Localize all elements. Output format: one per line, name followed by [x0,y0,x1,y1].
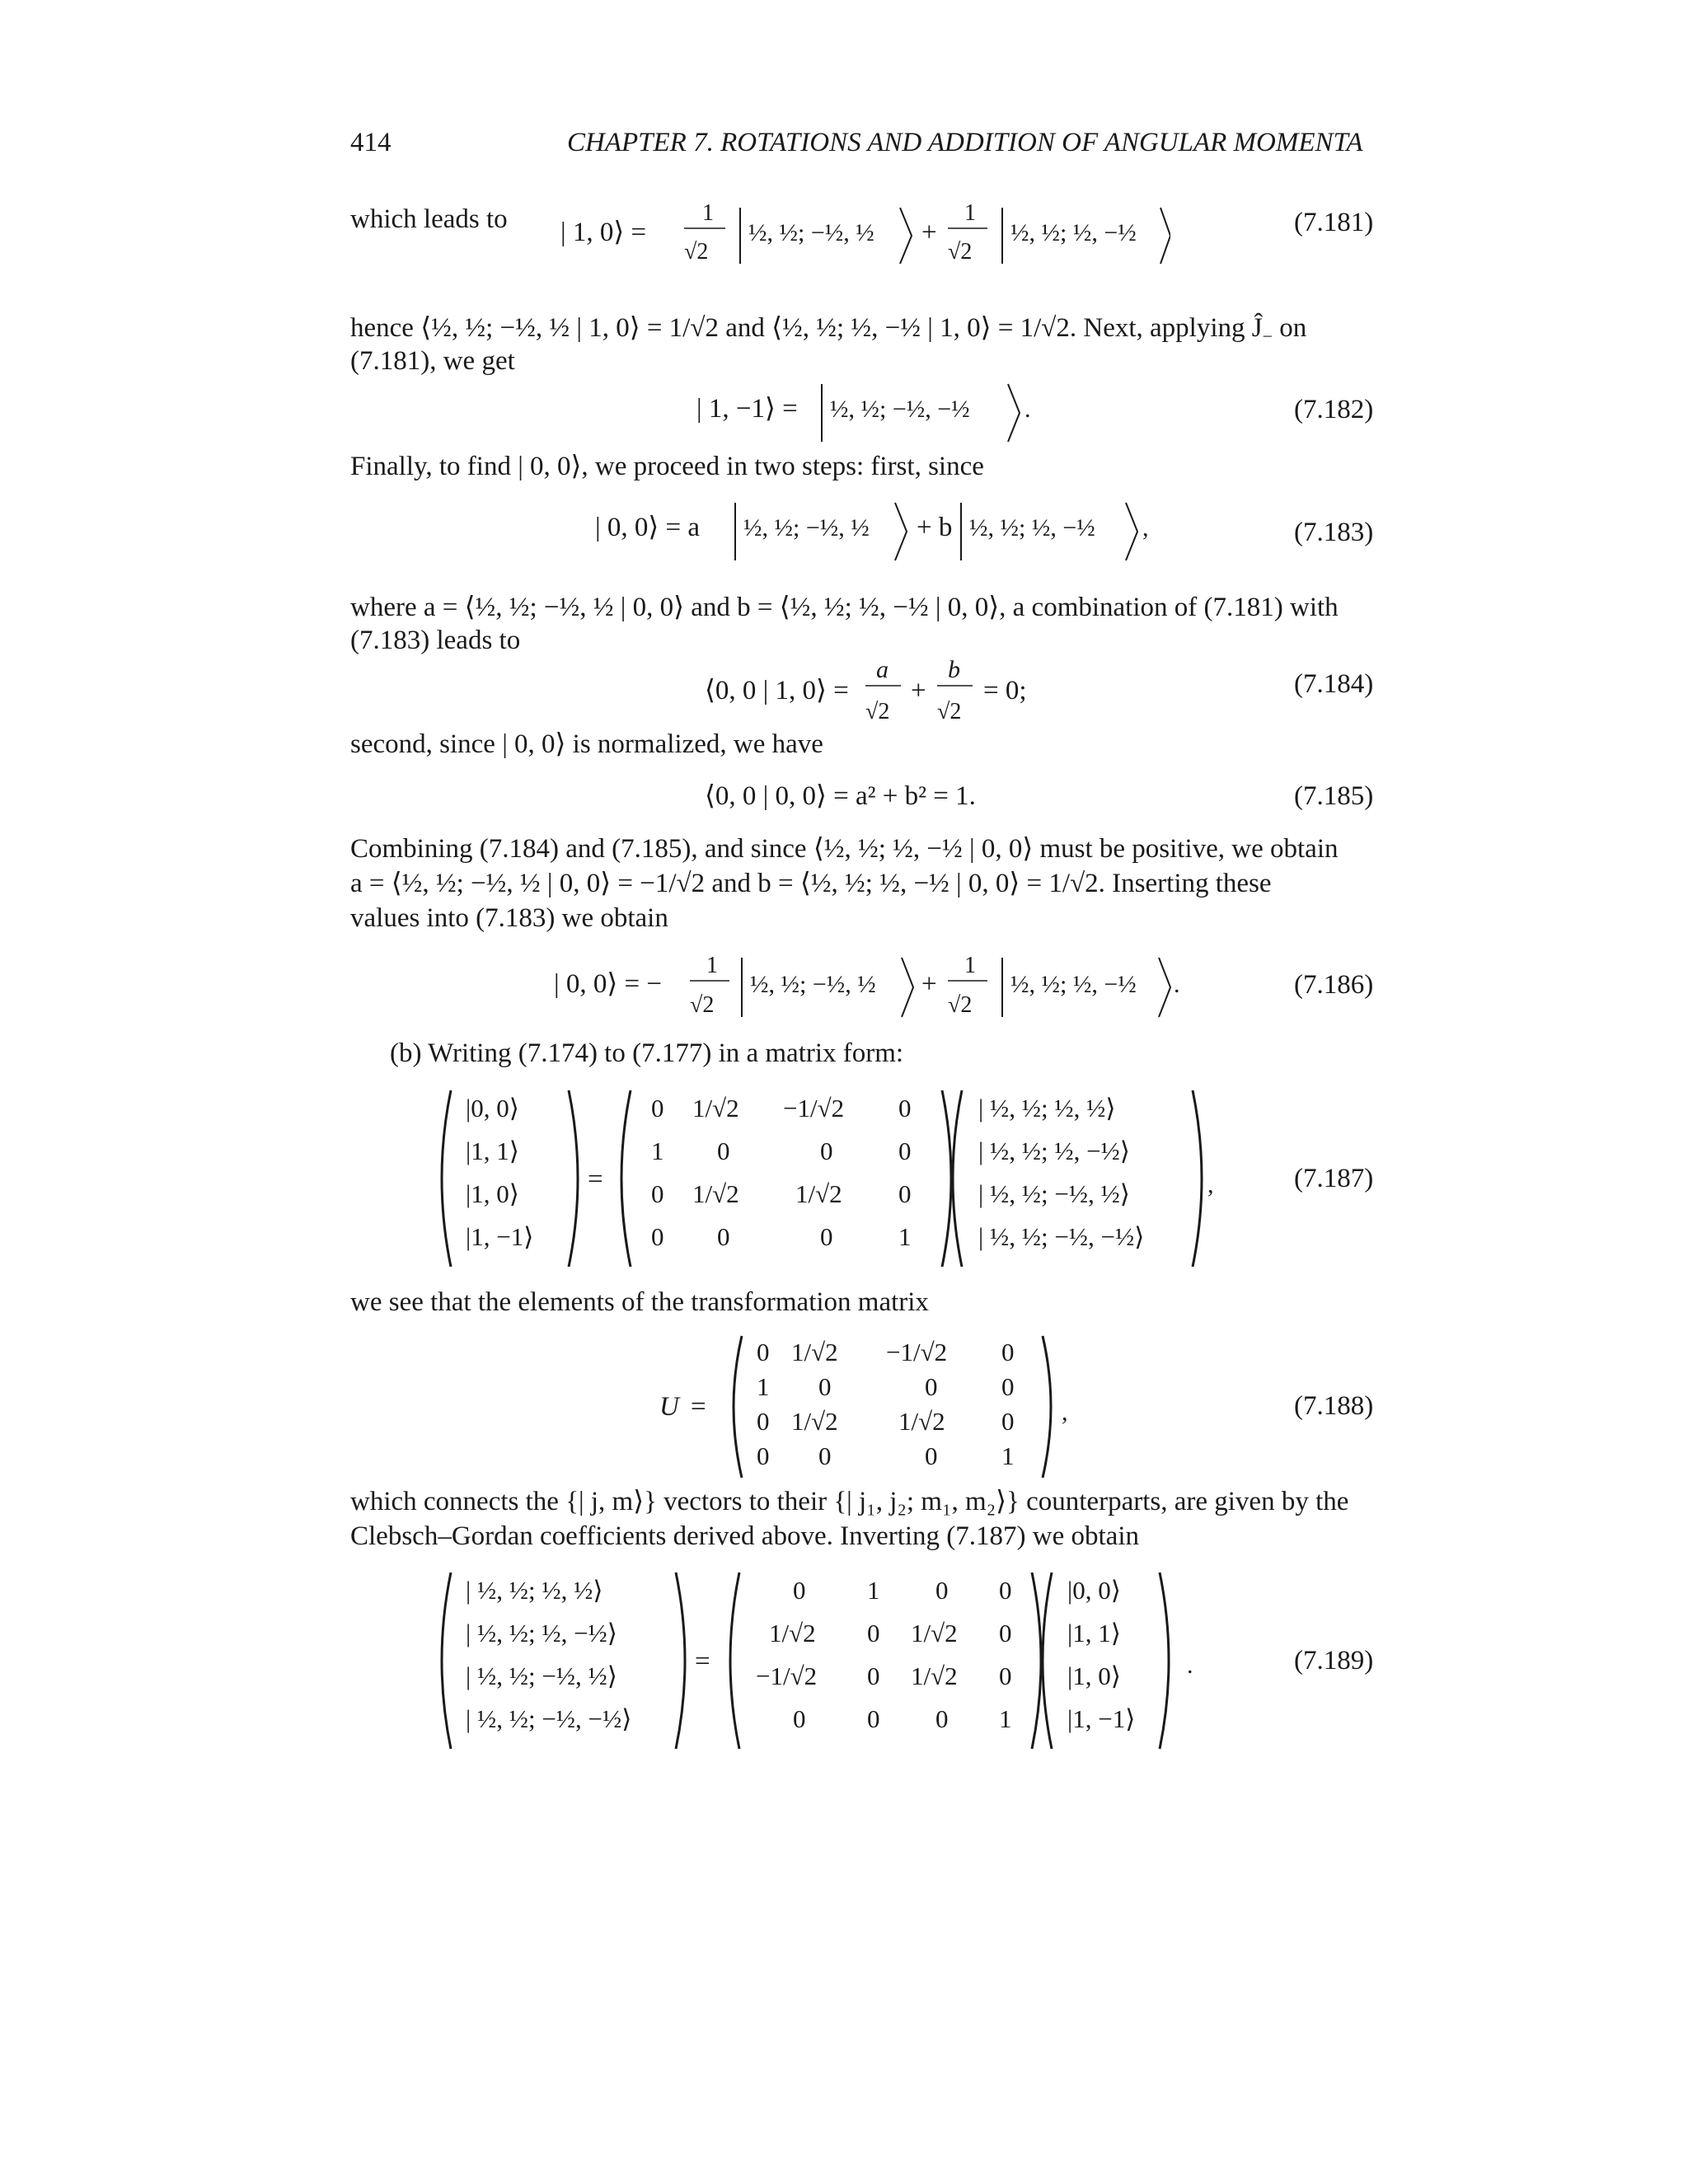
e188-matrix-2-0: 0 [757,1407,770,1436]
e187-matrix-1-3: 0 [898,1137,912,1165]
equation-7-187 [433,1084,1224,1273]
svg-text:√2: √2 [690,992,715,1018]
page-number: 414 [350,128,392,157]
e189-matrix-0-3: 0 [999,1576,1012,1605]
equation-number-7-188: (7.188) [1294,1391,1374,1421]
e189-right-row-4: |1, −1⟩ [1067,1704,1136,1733]
e189-matrix-3-0: 0 [793,1704,806,1733]
equation-number-7-186: (7.186) [1294,970,1374,1000]
equation-number-7-187: (7.187) [1294,1164,1374,1193]
svg-text:.: . [1187,1652,1193,1679]
paragraph-hence-cont: (7.181), we get [350,346,515,376]
svg-text:1: 1 [702,200,714,226]
e189-matrix-3-3: 1 [999,1704,1012,1733]
svg-text:½, ½; −½, ½: ½, ½; −½, ½ [748,219,874,246]
e187-matrix-2-2: 1/√2 [795,1179,842,1208]
svg-text:1: 1 [964,953,976,978]
e189-matrix-0-2: 0 [935,1576,949,1605]
equation-7-185: ⟨0, 0 | 0, 0⟩ = a² + b² = 1. [705,781,976,811]
svg-text:+: + [911,676,926,705]
svg-text:,: , [1207,1171,1214,1198]
equation-7-183-graphic [595,493,1156,567]
svg-text:1: 1 [964,200,976,226]
e188-matrix-1-1: 0 [818,1372,832,1401]
svg-text:=: = [588,1165,603,1194]
svg-text:.: . [1025,396,1031,423]
equation-7-182 [696,374,1043,452]
svg-text:+: + [921,969,937,999]
e189-left-row-4: | ½, ½; −½, −½⟩ [466,1704,632,1733]
svg-text:| 0, 0⟩ = −: | 0, 0⟩ = − [554,969,662,999]
svg-text:| 1, 0⟩ =: | 1, 0⟩ = [560,218,647,247]
e188-matrix-0-1: 1/√2 [791,1338,838,1366]
e189-right-row-2: |1, 1⟩ [1067,1619,1121,1647]
e189-matrix-2-3: 0 [999,1661,1012,1690]
paragraph-which-connects: which connects the {| j, m⟩} vectors to their {| j₁, j₂; m₁, m₂⟩} counterparts, are given by the [350,1487,1349,1516]
e189-matrix-1-1: 0 [867,1619,880,1647]
e188-matrix-1-2: 0 [925,1372,938,1401]
equation-7-184-graphic [705,651,1051,733]
e187-right-row-4: | ½, ½; −½, −½⟩ [978,1222,1145,1251]
svg-text:a: a [876,656,889,683]
e187-matrix-2-1: 1/√2 [692,1179,739,1208]
equation-7-186-graphic [554,946,1180,1024]
svg-text:b: b [948,656,960,683]
e188-matrix-3-2: 0 [925,1441,938,1470]
equation-number-7-189: (7.189) [1294,1646,1374,1675]
e189-matrix-3-2: 0 [935,1704,949,1733]
e188-matrix-0-2: −1/√2 [886,1338,948,1366]
e187-matrix-1-0: 1 [651,1137,664,1165]
e189-matrix-1-3: 0 [999,1619,1012,1647]
svg-text:| 1, −1⟩ =: | 1, −1⟩ = [696,394,798,424]
equation-7-182-graphic [696,374,1043,448]
e189-left-row-1: | ½, ½; ½, ½⟩ [466,1576,603,1605]
e189-matrix-3-1: 0 [867,1704,880,1733]
e187-matrix-2-3: 0 [898,1179,912,1208]
svg-text:√2: √2 [865,699,890,724]
svg-text:= 0;: = 0; [983,676,1027,705]
paragraph-combining-cont: a = ⟨½, ½; −½, ½ | 0, 0⟩ = −1/√2 and b = ⟨½, ½; ½, −½ | 0, 0⟩ = 1/√2. Inserting these [350,869,1272,898]
e189-matrix-2-1: 0 [867,1661,880,1690]
e187-right-row-1: | ½, ½; ½, ½⟩ [978,1094,1116,1122]
equation-7-183 [595,493,1156,571]
e189-matrix-0-1: 1 [867,1576,880,1605]
e188-matrix-3-0: 0 [757,1441,770,1470]
equation-number-7-183: (7.183) [1294,518,1374,547]
e189-right-row-1: |0, 0⟩ [1067,1576,1121,1605]
e189-matrix-2-0: −1/√2 [756,1661,818,1690]
e187-matrix-0-1: 1/√2 [692,1094,739,1122]
e187-matrix-0-2: −1/√2 [783,1094,845,1122]
svg-text:√2: √2 [948,992,973,1018]
svg-text:⟨0, 0 | 1, 0⟩ =: ⟨0, 0 | 1, 0⟩ = [705,676,849,705]
svg-text:U: U [659,1392,679,1422]
chapter-title: CHAPTER 7. ROTATIONS AND ADDITION OF ANGULAR MOMENTA [567,128,1363,157]
e189-matrix-1-0: 1/√2 [769,1619,816,1647]
svg-text:½, ½; ½, −½: ½, ½; ½, −½ [1010,971,1137,998]
paragraph-which-leads-to: which leads to [350,204,508,234]
equation-number-7-185: (7.185) [1294,781,1374,811]
e187-right-row-3: | ½, ½; −½, ½⟩ [978,1179,1130,1208]
e188-matrix-2-1: 1/√2 [791,1407,838,1436]
e187-right-row-2: | ½, ½; ½, −½⟩ [978,1137,1130,1165]
svg-text:√2: √2 [684,239,709,265]
paragraph-where: where a = ⟨½, ½; −½, ½ | 0, 0⟩ and b = ⟨½, ½; ½, −½ | 0, 0⟩, a combination of (7.181) with [350,593,1339,622]
svg-text:½, ½; ½, −½: ½, ½; ½, −½ [969,514,1095,541]
equation-number-7-182: (7.182) [1294,395,1374,424]
svg-text:½, ½; −½, −½: ½, ½; −½, −½ [830,396,970,423]
svg-text:.: . [1174,971,1180,998]
paragraph-combining-end: values into (7.183) we obtain [350,903,668,933]
e187-matrix-0-0: 0 [651,1094,664,1122]
svg-text:,: , [1142,514,1149,541]
equation-7-188 [659,1331,1071,1483]
e189-matrix-2-2: 1/√2 [911,1661,958,1690]
e188-matrix-3-1: 0 [818,1441,832,1470]
svg-text:+: + [921,218,937,247]
svg-text:½, ½; ½, −½: ½, ½; ½, −½ [1010,219,1137,246]
e189-right-row-3: |1, 0⟩ [1067,1661,1121,1690]
e187-matrix-1-2: 0 [820,1137,833,1165]
equation-7-186 [554,946,1180,1029]
e187-left-row-3: |1, 0⟩ [466,1179,519,1208]
svg-text:+ b: + b [917,513,953,542]
e188-matrix-0-3: 0 [1001,1338,1015,1366]
svg-text:,: , [1062,1399,1068,1426]
e188-matrix-2-2: 1/√2 [898,1407,945,1436]
svg-text:√2: √2 [948,239,973,265]
e187-matrix-2-0: 0 [651,1179,664,1208]
paragraph-finally: Finally, to find | 0, 0⟩, we proceed in two steps: first, since [350,452,984,481]
e189-matrix-1-2: 1/√2 [911,1619,958,1647]
equation-7-181-graphic [560,191,1170,265]
e188-matrix-1-3: 0 [1001,1372,1015,1401]
e189-matrix-0-0: 0 [793,1576,806,1605]
e189-left-row-2: | ½, ½; ½, −½⟩ [466,1619,617,1647]
svg-text:½, ½; −½, ½: ½, ½; −½, ½ [750,971,876,998]
e187-left-row-4: |1, −1⟩ [466,1222,534,1251]
svg-text:=: = [695,1647,710,1676]
e187-matrix-3-0: 0 [651,1222,664,1251]
paragraph-we-see: we see that the elements of the transformation matrix [350,1287,929,1317]
paragraph-hence: hence ⟨½, ½; −½, ½ | 1, 0⟩ = 1/√2 and ⟨½, ½; ½, −½ | 1, 0⟩ = 1/√2. Next, applying $Ĵ_-$ on [350,313,1307,347]
equation-number-7-181: (7.181) [1294,208,1374,237]
e188-matrix-3-3: 1 [1001,1441,1015,1470]
equation-7-184 [705,651,1051,738]
equation-7-181 [560,191,1170,269]
svg-text:| 0, 0⟩ = a: | 0, 0⟩ = a [595,513,700,542]
e189-left-row-3: | ½, ½; −½, ½⟩ [466,1661,617,1690]
e187-matrix-0-3: 0 [898,1094,912,1122]
paragraph-where-cont: (7.183) leads to [350,626,521,655]
svg-text:√2: √2 [937,699,962,724]
e187-matrix-3-3: 1 [898,1222,912,1251]
e188-matrix-1-0: 1 [757,1372,770,1401]
svg-text:1: 1 [706,953,718,978]
e187-matrix-3-2: 0 [820,1222,833,1251]
e188-matrix-2-3: 0 [1001,1407,1015,1436]
paragraph-b-writing: (b) Writing (7.174) to (7.177) in a matrix form: [390,1038,904,1068]
e187-left-row-1: |0, 0⟩ [466,1094,519,1122]
e188-matrix-0-0: 0 [757,1338,770,1366]
svg-text:=: = [691,1392,706,1422]
svg-text:½, ½; −½, ½: ½, ½; −½, ½ [743,514,870,541]
e187-matrix-3-1: 0 [717,1222,730,1251]
equation-7-189 [433,1566,1224,1755]
equation-number-7-184: (7.184) [1294,669,1374,699]
e187-matrix-1-1: 0 [717,1137,730,1165]
paragraph-which-connects-cont: Clebsch–Gordan coefficients derived above. Inverting (7.187) we obtain [350,1521,1139,1551]
e187-left-row-2: |1, 1⟩ [466,1137,519,1165]
paragraph-combining: Combining (7.184) and (7.185), and since ⟨½, ½; ½, −½ | 0, 0⟩ must be positive, we obtain [350,834,1339,864]
paragraph-second: second, since | 0, 0⟩ is normalized, we have [350,729,823,759]
